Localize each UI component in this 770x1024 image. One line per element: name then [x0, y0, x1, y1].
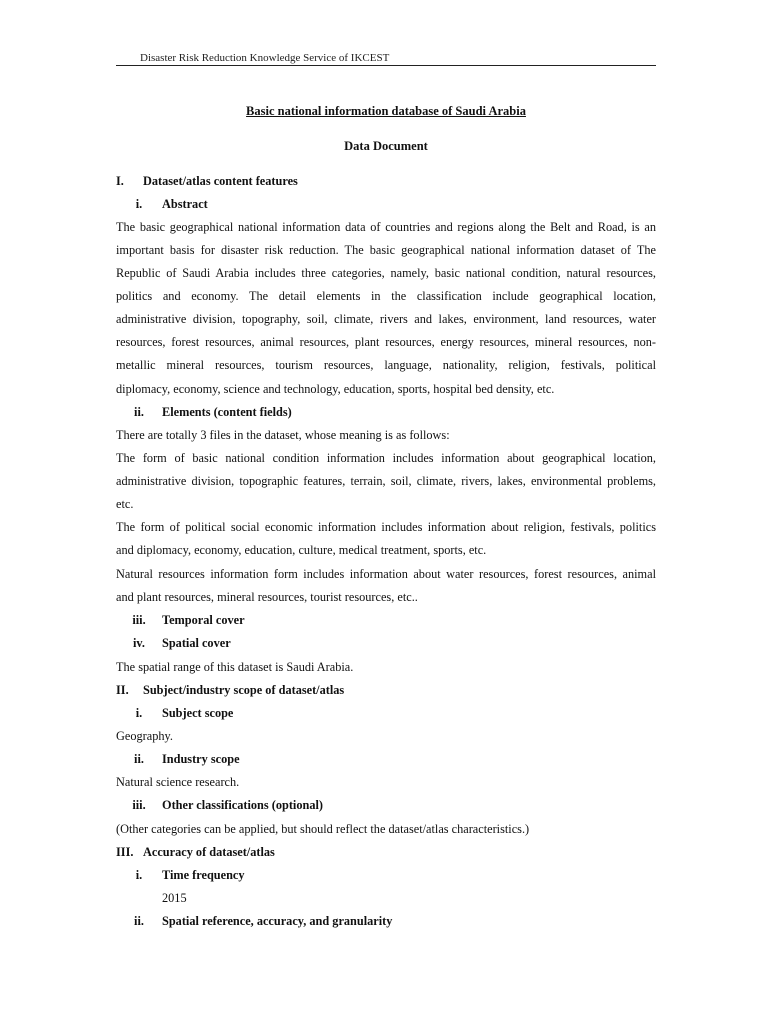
section-heading — [116, 173, 656, 189]
subsection-title: Abstract — [162, 197, 208, 211]
subsection-number: ii. — [134, 405, 144, 419]
paragraph-line: metallic mineral resources, tourism resources, language, nationality, religion, festivals, political — [116, 358, 656, 372]
subsection-heading — [116, 751, 656, 767]
paragraph-line: Natural resources information form includes information about water resources, forest resources, animal — [116, 567, 656, 581]
subsection-title: Time frequency — [162, 868, 245, 882]
subsection-number: iii. — [132, 798, 146, 812]
subsection-title: Spatial reference, accuracy, and granularity — [162, 914, 393, 928]
paragraph-line: resources, forest resources, animal resources, plant resources, energy resources, mineral resources, non- — [116, 335, 656, 349]
section-heading — [116, 682, 656, 698]
section-number: I. — [116, 174, 124, 188]
subsection-title: Subject scope — [162, 706, 234, 720]
paragraph-line: The basic geographical national information data of countries and regions along the Belt and Road, is an — [116, 220, 656, 234]
paragraph-line: The form of basic national condition information includes information about geographical location, — [116, 451, 656, 465]
subsection-number: iv. — [133, 636, 145, 650]
paragraph-line: and diplomacy, economy, education, culture, medical treatment, sports, etc. — [116, 543, 487, 557]
section-title: Subject/industry scope of dataset/atlas — [143, 683, 345, 697]
paragraph-line: Natural science research. — [116, 775, 240, 789]
subsection-number: ii. — [134, 752, 144, 766]
section-number: II. — [116, 683, 129, 697]
subsection-title: Elements (content fields) — [162, 405, 292, 419]
subsection-heading — [116, 913, 656, 929]
subsection-heading — [116, 612, 656, 628]
subsection-title: Other classifications (optional) — [162, 798, 323, 812]
subsection-heading — [116, 867, 656, 883]
subsection-number: i. — [135, 197, 143, 211]
subsection-heading — [116, 705, 656, 721]
paragraph-line: important basis for disaster risk reduction. The basic geographical national information dataset of The — [116, 243, 656, 257]
subsection-heading — [116, 404, 656, 420]
header-rule — [116, 65, 656, 66]
paragraph-line: administrative division, topographic features, terrain, soil, climate, rivers, lakes, environmental problems, — [116, 474, 656, 488]
paragraph-line: etc. — [116, 497, 134, 511]
paragraph-line: and plant resources, mineral resources, tourist resources, etc.. — [116, 590, 418, 604]
document-title: Basic national information database of Saudi Arabia — [246, 104, 526, 118]
document-subtitle: Data Document — [344, 139, 428, 153]
running-header: Disaster Risk Reduction Knowledge Service of IKCEST — [140, 52, 390, 64]
paragraph-line: Republic of Saudi Arabia includes three categories, namely, basic national condition, natural resources, — [116, 266, 656, 280]
section-number: III. — [116, 845, 134, 859]
subsection-number: ii. — [134, 914, 144, 928]
paragraph-line: There are totally 3 files in the dataset, whose meaning is as follows: — [116, 428, 450, 442]
subsection-title: Temporal cover — [162, 613, 245, 627]
subsection-number: i. — [135, 868, 143, 882]
subsection-title: Industry scope — [162, 752, 240, 766]
subsection-title: Spatial cover — [162, 636, 231, 650]
paragraph-line: The spatial range of this dataset is Saudi Arabia. — [116, 660, 354, 674]
paragraph-line: administrative division, topography, soil, climate, rivers and lakes, environment, land resources, water — [116, 312, 656, 326]
subsection-number: i. — [135, 706, 143, 720]
section-heading — [116, 844, 656, 860]
subsection-number: iii. — [132, 613, 146, 627]
subsection-heading — [116, 196, 656, 212]
paragraph-line: Geography. — [116, 729, 173, 743]
section-title: Accuracy of dataset/atlas — [143, 845, 275, 859]
paragraph-line: The form of political social economic information includes information about religion, festivals, politics — [116, 520, 656, 534]
paragraph-line: (Other categories can be applied, but should reflect the dataset/atlas characteristics.) — [116, 822, 530, 836]
section-title: Dataset/atlas content features — [143, 174, 298, 188]
paragraph-line: diplomacy, economy, science and technology, education, sports, hospital bed density, etc. — [116, 382, 555, 396]
time-frequency-value: 2015 — [162, 891, 187, 905]
paragraph-line: politics and economy. The detail elements in the classification include geographical location, — [116, 289, 656, 303]
subsection-heading — [116, 635, 656, 651]
subsection-heading — [116, 797, 656, 813]
